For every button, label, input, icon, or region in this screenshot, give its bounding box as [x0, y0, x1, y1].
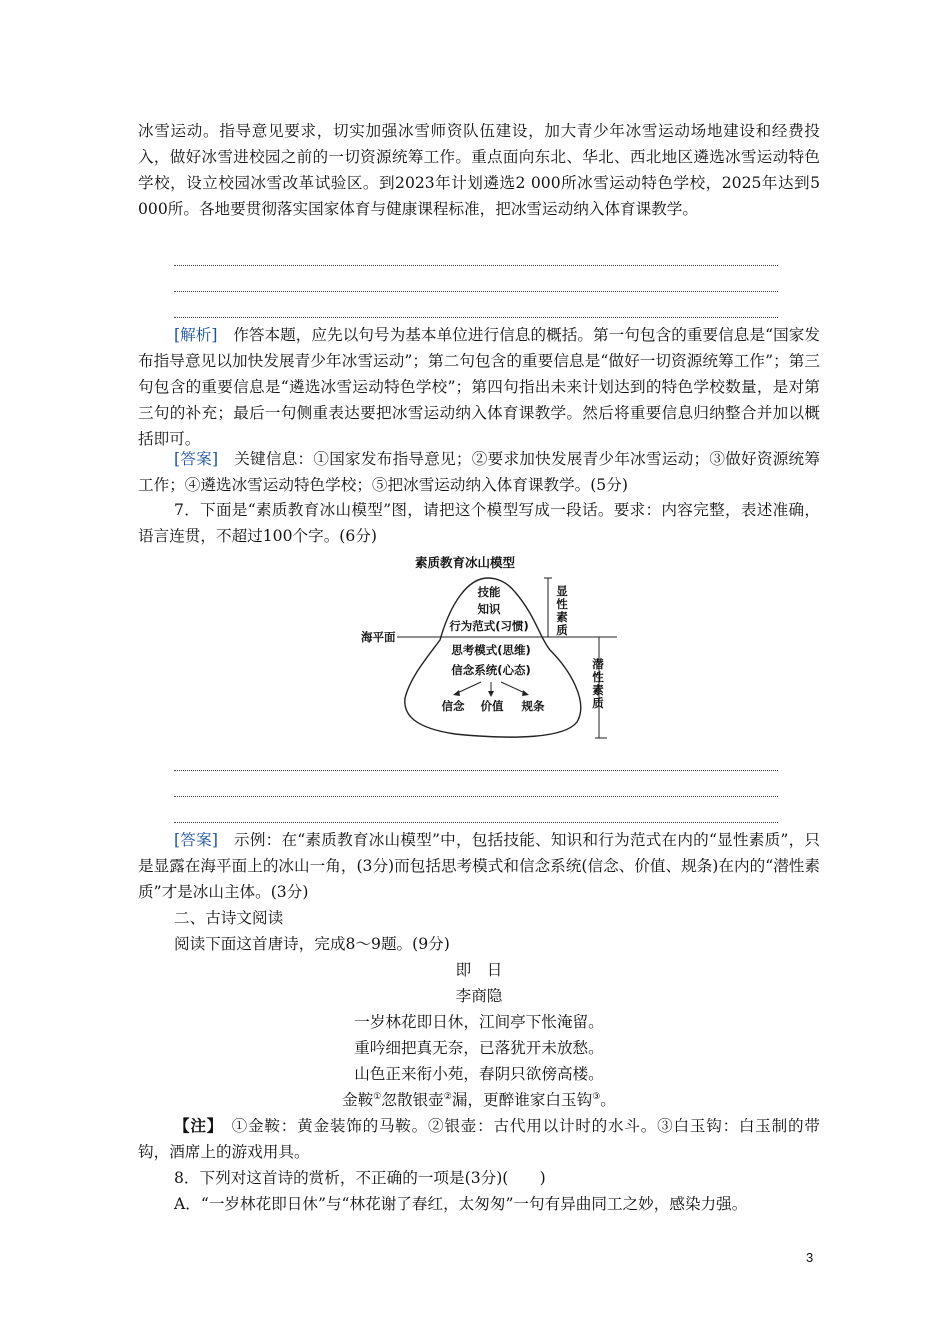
answer-tag: [答案]	[174, 450, 219, 468]
answer-line	[174, 770, 778, 771]
section-heading: 二、古诗文阅读	[174, 909, 284, 927]
diagram-title: 素质教育冰山模型	[414, 555, 516, 570]
iceberg-diagram	[355, 550, 625, 746]
item-belief-system: 信念系统(心态)	[451, 663, 531, 677]
item-thinking: 思考模式(思维)	[451, 643, 531, 657]
poem-line: 金鞍①忽散银壶②漏，更醉谁家白玉钩③。	[342, 1091, 616, 1109]
page-number: 3	[806, 1250, 814, 1265]
q6-answer	[138, 446, 820, 498]
answer-line	[174, 265, 778, 266]
section-intro: 阅读下面这首唐诗，完成8～9题。(9分)	[174, 935, 450, 953]
q6-analysis	[138, 322, 820, 452]
answer-line	[174, 796, 778, 797]
analysis-tag: [解析]	[174, 326, 218, 344]
svg-text:素: 素	[556, 610, 568, 624]
item-knowledge: 知识	[477, 602, 501, 616]
poem-note	[138, 1113, 820, 1165]
sea-level-label: 海平面	[361, 630, 396, 644]
leaf-value: 价值	[480, 699, 504, 713]
svg-text:性: 性	[592, 670, 604, 684]
svg-text:质: 质	[556, 623, 568, 637]
answer-tag: [答案]	[174, 831, 219, 849]
svg-text:潜: 潜	[592, 657, 604, 671]
note-text: ①金鞍：黄金装饰的马鞍。②银壶：古代用以计时的水斗。③白玉钩：白玉制的带钩，酒席上的游戏用具。	[138, 1117, 820, 1161]
q8-option-a: A．“一岁林花即日休”与“林花谢了春红，太匆匆”一句有异曲同工之妙，感染力强。	[174, 1195, 748, 1213]
item-behavior: 行为范式(习惯)	[449, 619, 529, 633]
svg-text:质: 质	[592, 696, 604, 710]
q7-answer	[138, 827, 820, 905]
svg-text:显: 显	[556, 584, 568, 598]
q8-stem: 8．下列对这首诗的赏析，不正确的一项是(3分)( )	[174, 1169, 546, 1187]
poem-line: 重吟细把真无奈，已落犹开未放愁。	[354, 1039, 604, 1057]
answer-line	[174, 317, 778, 318]
answer-text: 关键信息：①国家发布指导意见；②要求加快发展青少年冰雪运动；③做好资源统筹工作；④遴选冰雪运动特色学校；⑤把冰雪运动纳入体育课教学。(5分)	[138, 450, 820, 494]
answer-text: 示例：在“素质教育冰山模型”中，包括技能、知识和行为范式在内的“显性素质”，只是显露在海平面上的冰山一角，(3分)而包括思考模式和信念系统(信念、价值、规条)在内的“潜性素质”才是冰山主体。(3分)	[138, 831, 820, 901]
poem-author: 李商隐	[455, 987, 503, 1005]
poem-line: 山色正来衔小苑，春阴只欲傍高楼。	[354, 1065, 604, 1083]
answer-line	[174, 291, 778, 292]
analysis-text: 作答本题，应先以句号为基本单位进行信息的概括。第一句包含的重要信息是“国家发布指导意见以加快发展青少年冰雪运动”；第二句包含的重要信息是“做好一切资源统筹工作”；第三句包含的重要信息是“遴选冰雪运动特色学校”；第四句指出未来计划达到的特色学校数量，是对第三句的补充；最后一句侧重表达要把冰雪运动纳入体育课教学。然后将重要信息归纳整合并加以概括即可。	[138, 326, 820, 448]
leaf-rule: 规条	[521, 699, 545, 713]
poem-line: 一岁林花即日休，江间亭下怅淹留。	[354, 1013, 604, 1031]
leaf-belief: 信念	[441, 699, 465, 713]
answer-line	[174, 822, 778, 823]
note-tag: 【注】	[174, 1116, 216, 1135]
svg-text:素: 素	[592, 683, 604, 697]
q7-stem: 7．下面是“素质教育冰山模型”图，请把这个模型写成一段话。要求：内容完整，表述准确，语言连贯，不超过100个字。(6分)	[138, 501, 820, 545]
passage-paragraph: 冰雪运动。指导意见要求，切实加强冰雪师资队伍建设，加大青少年冰雪运动场地建设和经费投入，做好冰雪进校园之前的一切资源统筹工作。重点面向东北、华北、西北地区遴选冰雪运动特色学校，设立校园冰雪改革试验区。到2023年计划遴选2 000所冰雪运动特色学校，2025年达到5 000所。各地要贯彻落实国家体育与健康课程标准，把冰雪运动纳入体育课教学。	[138, 122, 820, 218]
item-skill: 技能	[477, 585, 501, 599]
svg-text:性: 性	[556, 597, 568, 611]
poem-title: 即 日	[455, 961, 503, 979]
